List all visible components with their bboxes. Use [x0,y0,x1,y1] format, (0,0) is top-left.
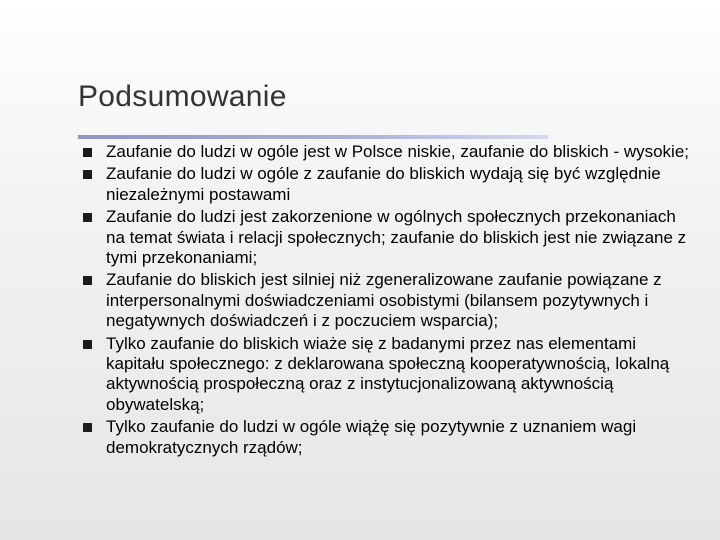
square-bullet-icon [83,340,92,349]
bullet-text: Zaufanie do bliskich jest silniej niż zgeneralizowane zaufanie powiązane z interpersonalnymi doświadczeniami osobistymi (bilansem pozytywnych i negatywnych doświadczeń i z poczuciem wsparcia); [106,270,662,331]
bullet-item [80,207,695,268]
bullet-item [80,270,695,331]
bullet-list [80,142,695,460]
bullet-text: Tylko zaufanie do bliskich wiaże się z badanymi przez nas elementami kapitału społecznego: z deklarowana społeczną kooperatywnością, lokalną aktywnością prospołeczną oraz z instytucjonalizowaną aktywnością obywatelską; [106,333,670,414]
square-bullet-icon [83,423,92,432]
square-bullet-icon [83,213,92,222]
slide-title: Podsumowanie [78,80,287,113]
bullet-text: Zaufanie do ludzi w ogóle jest w Polsce niskie, zaufanie do bliskich - wysokie; [106,142,690,161]
bullet-item [80,142,695,162]
title-underline [78,135,548,139]
bullet-item [80,164,695,205]
bullet-text: Tylko zaufanie do ludzi w ogóle wiążę się pozytywnie z uznaniem wagi demokratycznych rządów; [106,417,637,457]
bullet-item [80,334,695,416]
square-bullet-icon [83,170,92,179]
bullet-item [80,417,695,458]
bullet-text: Zaufanie do ludzi jest zakorzenione w ogólnych społecznych przekonaniach na temat świata i relacji społecznych; zaufanie do bliskich jest nie związane z tymi przekonaniami; [106,207,687,268]
square-bullet-icon [83,148,92,157]
square-bullet-icon [83,276,92,285]
bullet-text: Zaufanie do ludzi w ogóle z zaufanie do bliskich wydają się być względnie niezależnymi postawami [106,164,661,204]
